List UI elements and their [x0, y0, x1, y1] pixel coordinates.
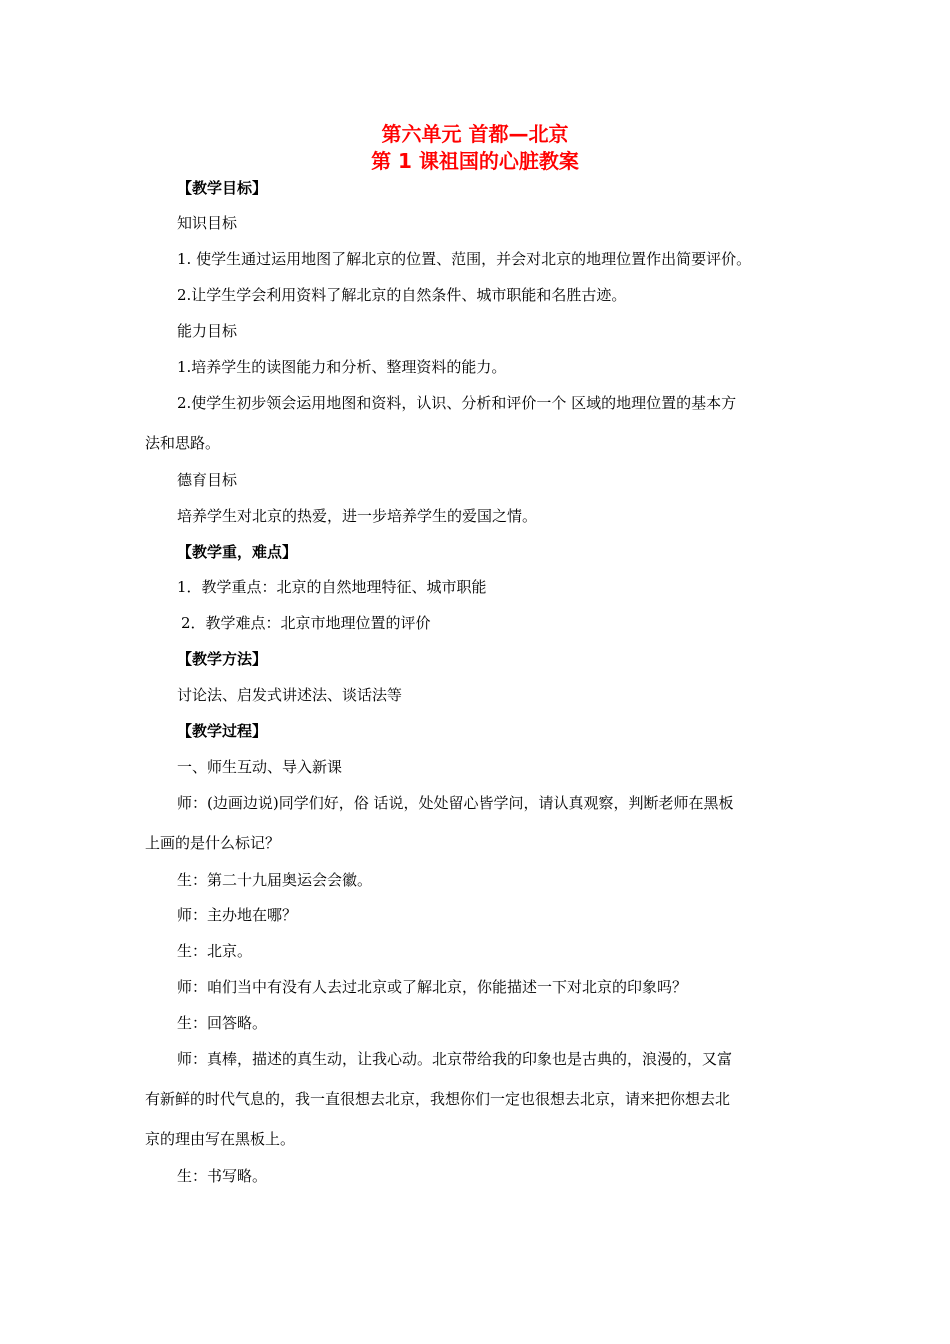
section-heading-process: 【教学过程】: [177, 722, 268, 740]
paragraph-continuation: 法和思路。: [145, 434, 221, 452]
paragraph: 一、师生互动、导入新课: [177, 758, 343, 776]
paragraph: 2.让学生学会利用资料了解北京的自然条件、城市职能和名胜古迹。: [177, 286, 627, 304]
paragraph: 1. 使学生通过运用地图了解北京的位置、范围，并会对北京的地理位置作出简要评价。: [177, 250, 752, 268]
paragraph: 2．教学难点：北京市地理位置的评价: [181, 614, 431, 632]
paragraph: 1．教学重点：北京的自然地理特征、城市职能: [177, 578, 487, 596]
paragraph: 讨论法、启发式讲述法、谈话法等: [177, 686, 403, 704]
paragraph: 生：书写略。: [177, 1167, 268, 1185]
paragraph: 1.培养学生的读图能力和分析、整理资料的能力。: [177, 358, 507, 376]
paragraph: 师：咱们当中有没有人去过北京或了解北京，你能描述一下对北京的印象吗？: [177, 978, 688, 996]
paragraph-continuation: 有新鲜的时代气息的，我一直很想去北京，我想你们一定也很想去北京，请来把你想去北: [145, 1090, 731, 1108]
paragraph: 师：真棒，描述的真生动，让我心动。北京带给我的印象也是古典的，浪漫的，又富: [177, 1050, 733, 1068]
subheading-ability: 能力目标: [177, 322, 238, 340]
subheading-moral: 德育目标: [177, 471, 238, 489]
paragraph: 生：第二十九届奥运会会徽。: [177, 871, 373, 889]
paragraph: 生：回答略。: [177, 1014, 268, 1032]
paragraph: 2.使学生初步领会运用地图和资料，认识、分析和评价一个 区域的地理位置的基本方: [177, 394, 737, 412]
title-lesson: 第 1 课祖国的心脏教案: [371, 149, 579, 173]
title-unit: 第六单元 首都—北京: [381, 122, 569, 146]
paragraph-continuation: 上画的是什么标记？: [145, 834, 281, 852]
paragraph: 师：主办地在哪？: [177, 906, 298, 924]
section-heading-methods: 【教学方法】: [177, 650, 268, 668]
section-heading-key-points: 【教学重，难点】: [177, 543, 298, 561]
paragraph-continuation: 京的理由写在黑板上。: [145, 1130, 296, 1148]
section-heading-objectives: 【教学目标】: [177, 179, 268, 197]
paragraph: 生：北京。: [177, 942, 253, 960]
paragraph: 师：(边画边说)同学们好，俗 话说，处处留心皆学问，请认真观察，判断老师在黑板: [177, 794, 734, 812]
paragraph: 培养学生对北京的热爱，进一步培养学生的爱国之情。: [177, 507, 538, 525]
subheading-knowledge: 知识目标: [177, 214, 238, 232]
